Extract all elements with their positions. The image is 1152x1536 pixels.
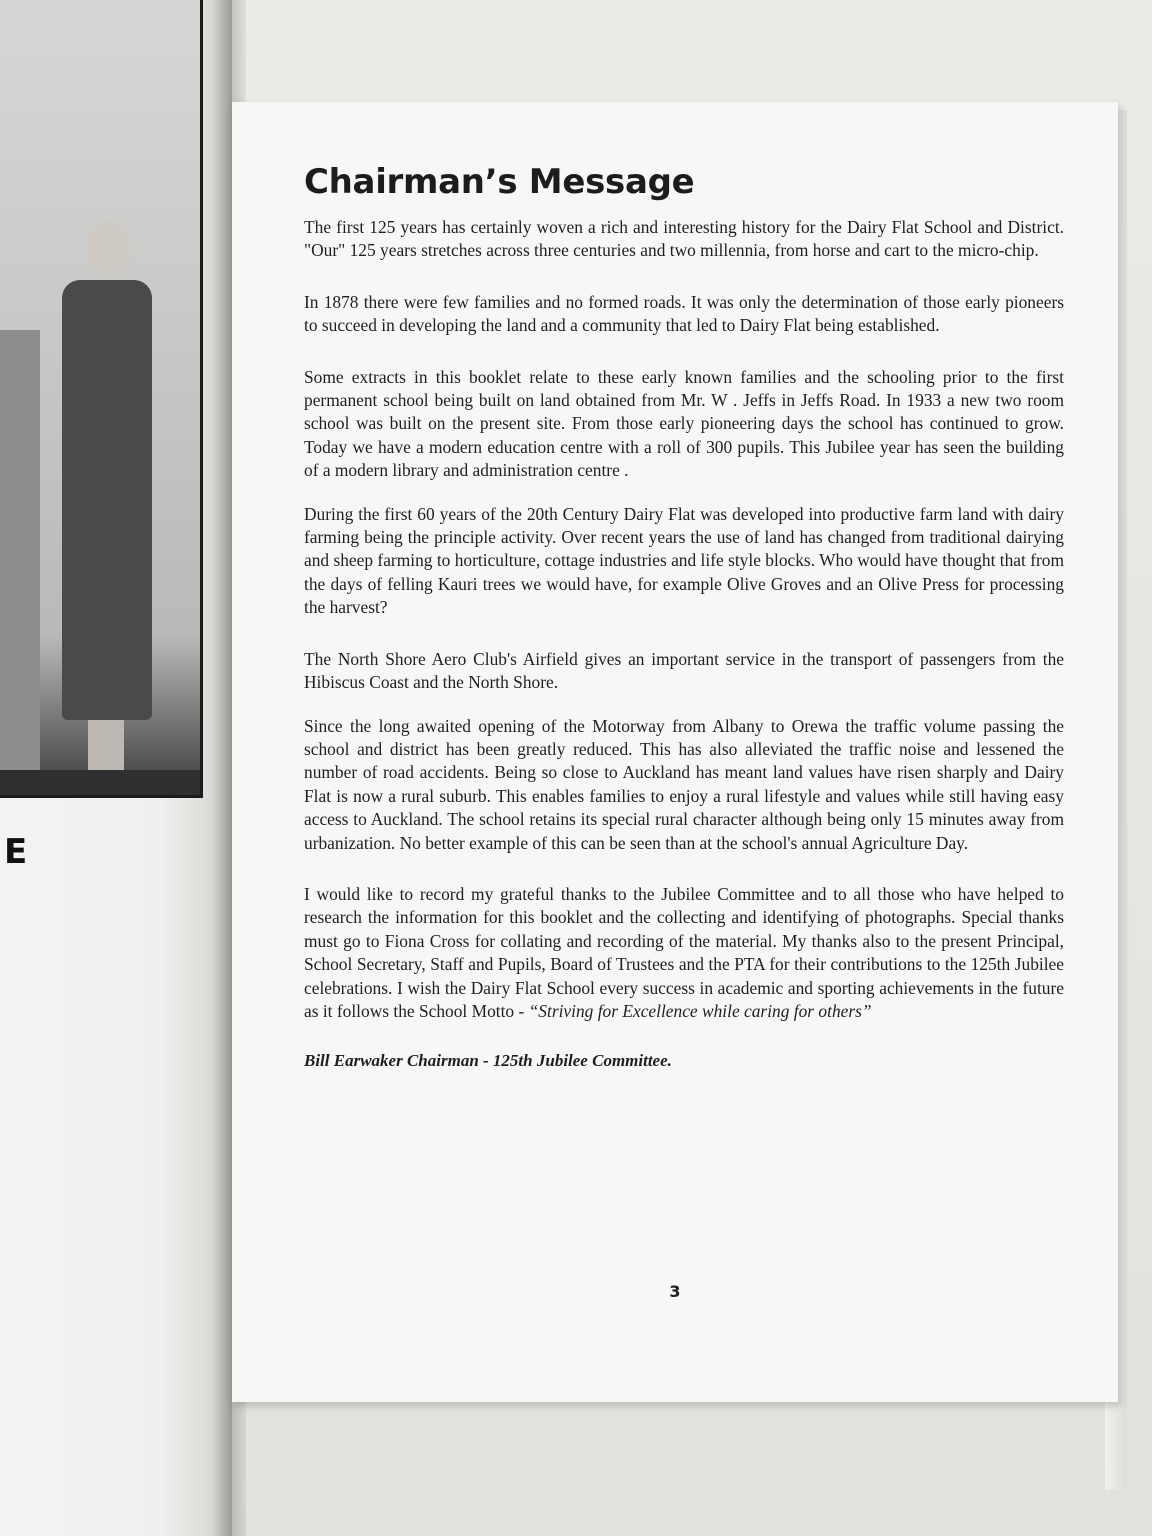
paragraph-5: The North Shore Aero Club's Airfield gives an important service in the transport of passengers from the Hibiscus Coast and the North Shore. (304, 648, 1064, 693)
paragraph-6: Since the long awaited opening of the Motorway from Albany to Orewa the traffic volume passing the school and district has been greatly reduced. This has also alleviated the traffic noise and lessened the number of road accidents. Being so close to Auckland has meant land values have risen sharply and Dairy Flat is now a rural suburb. This enables families to enjoy a rural lifestyle and values while still having easy access to Auckland. The school retains its special rural character although being only 15 minutes away from urbanization. No better example of this can be seen than at the school's annual Agriculture Day. (304, 715, 1064, 853)
paragraph-3: Some extracts in this booklet relate to these early known families and the schooling prior to the first permanent school being built on land obtained from Mr. W . Jeffs in Jeffs Road. In 1933 a new two room school was built on the present site. From those early pioneering days the school has continued to grow. Today we have a modern education centre with a roll of 300 pupils. This Jubilee year has seen the building of a modern library and administration centre . (304, 366, 1064, 481)
previous-page (0, 0, 232, 1536)
left-page-heading-fragment: E (4, 832, 28, 872)
paragraph-7-text: I would like to record my grateful thanks to the Jubilee Committee and to all those who have helped to research the information for this booklet and the collecting and identifying of photographs. Special thanks must go to Fiona Cross for collating and recording of the material. My thanks also to the present Principal, School Secretary, Staff and Pupils, Board of Trustees and the PTA for their contributions to the 125th Jubilee celebrations. I wish the Dairy Flat School every success in academic and sporting achievements in the future as it follows the School Motto - (304, 883, 1064, 1021)
page-title: Chairman’s Message (304, 162, 695, 202)
paragraph-2: In 1878 there were few families and no formed roads. It was only the determination of those early pioneers to succeed in developing the land and a community that led to Dairy Flat being established. (304, 291, 1064, 336)
page-content (304, 162, 1064, 1071)
paragraph-7 (304, 883, 1064, 1023)
signature: Bill Earwaker Chairman - 125th Jubilee Committee. (304, 1051, 672, 1071)
left-page-photo (0, 0, 203, 798)
paragraph-1: The first 125 years has certainly woven a rich and interesting history for the Dairy Flat School and District. "Our" 125 years stretches across three centuries and two millennia, from horse and cart to the micro-chip. (304, 217, 1064, 261)
school-motto: “Striving for Excellence while caring for others” (528, 1000, 872, 1021)
booklet-page (232, 102, 1118, 1402)
photo-person (58, 220, 148, 780)
paragraph-4: During the first 60 years of the 20th Century Dairy Flat was developed into productive farm land with dairy farming being the principle activity. Over recent years the use of land has changed from traditional dairying and sheep farming to horticulture, cottage industries and life style blocks. Who would have thought that from the days of felling Kauri trees we would have, for example Olive Groves and an Olive Press for processing the harvest? (304, 503, 1064, 618)
page-number: 3 (669, 1282, 681, 1301)
